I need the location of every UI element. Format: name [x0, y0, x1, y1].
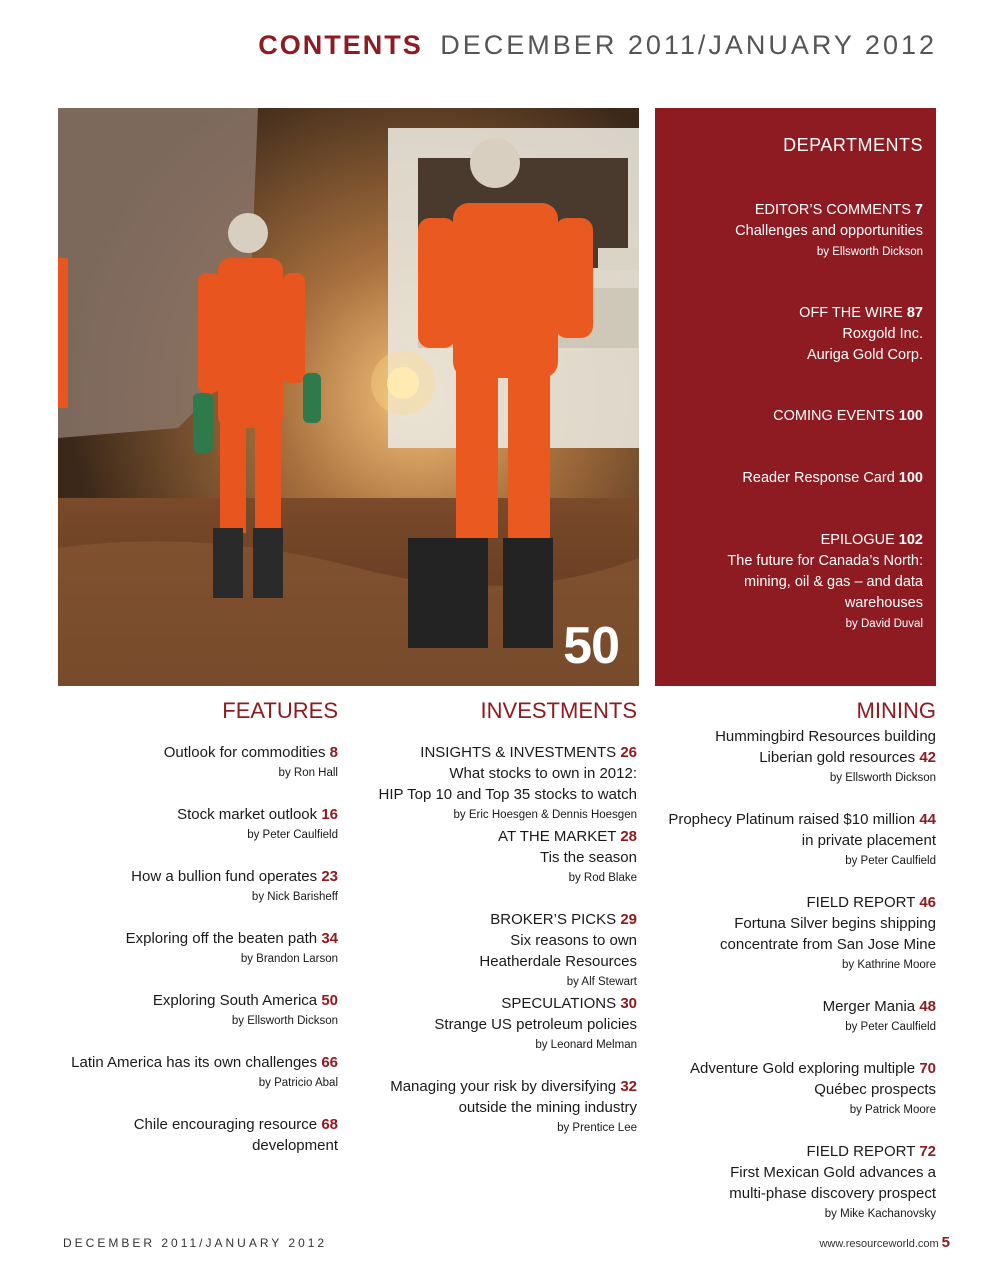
dept-line: Auriga Gold Corp. [806, 347, 923, 363]
mining-byline: by Kathrine Moore [842, 959, 936, 971]
feature-entry[interactable] [48, 1052, 338, 1094]
investment-page: 32 [620, 1078, 637, 1095]
dept-entry-reader-response[interactable] [673, 468, 923, 489]
feature-byline: by Ron Hall [278, 767, 338, 779]
feature-title-line2: development [252, 1137, 338, 1154]
footer-url[interactable]: www.resourceworld.com [819, 1238, 939, 1250]
dept-line: Challenges and opportunities [735, 223, 923, 239]
mining-line: Hummingbird Resources building [715, 728, 936, 745]
investment-kicker: AT THE MARKET [498, 828, 617, 845]
mining-page: 44 [919, 811, 936, 828]
investment-kicker: INSIGHTS & INVESTMENTS [420, 744, 617, 761]
mining-page: 72 [919, 1143, 936, 1160]
miners-illustration [58, 108, 639, 686]
feature-byline: by Patricio Abal [258, 1077, 338, 1089]
mining-byline: by Patrick Moore [849, 1104, 936, 1116]
feature-byline: by Ellsworth Dickson [231, 1015, 338, 1027]
dept-line: The future for Canada’s North: [727, 553, 923, 569]
dept-line: warehouses [844, 595, 923, 611]
investment-line: Strange US petroleum policies [434, 1016, 637, 1033]
feature-title: Latin America has its own challenges [71, 1054, 318, 1071]
feature-title: Chile encouraging resource [133, 1116, 318, 1133]
feature-page: 68 [321, 1116, 338, 1133]
dept-entry-coming-events[interactable] [673, 406, 923, 427]
dept-page: 87 [906, 305, 923, 321]
feature-photo[interactable] [58, 108, 639, 686]
investment-byline: by Alf Stewart [566, 976, 637, 988]
dept-page: 100 [898, 470, 923, 486]
mining-byline: by Peter Caulfield [845, 1021, 936, 1033]
mining-line: First Mexican Gold advances a [730, 1164, 936, 1181]
investment-entry[interactable] [347, 909, 637, 993]
mining-line: Fortuna Silver begins shipping [734, 915, 936, 932]
feature-byline: by Peter Caulfield [247, 829, 338, 841]
feature-page: 50 [321, 992, 338, 1009]
features-heading: FEATURES [222, 698, 338, 723]
mining-entry[interactable] [636, 809, 936, 872]
mining-line: in private placement [801, 832, 936, 849]
feature-title: Outlook for commodities [163, 744, 326, 761]
investment-entry[interactable] [347, 826, 637, 889]
dept-kicker: EDITOR’S COMMENTS [754, 202, 911, 218]
feature-entry[interactable] [48, 866, 338, 908]
feature-entry[interactable] [48, 742, 338, 784]
investment-entry[interactable] [347, 993, 637, 1056]
dept-entry-off-the-wire[interactable] [673, 303, 923, 366]
mining-line: concentrate from San Jose Mine [720, 936, 936, 953]
investment-page: 28 [620, 828, 637, 845]
departments-heading: DEPARTMENTS [783, 135, 923, 155]
investment-kicker: SPECULATIONS [501, 995, 617, 1012]
contents-title: CONTENTS [258, 30, 423, 60]
footer-page-number: 5 [941, 1234, 950, 1251]
investment-page: 26 [620, 744, 637, 761]
feature-page: 16 [321, 806, 338, 823]
mining-title: FIELD REPORT [806, 894, 916, 911]
investment-line: outside the mining industry [458, 1099, 637, 1116]
mining-title: Merger Mania [822, 998, 916, 1015]
feature-title: Exploring off the beaten path [125, 930, 318, 947]
feature-page: 8 [329, 744, 338, 761]
mining-heading: MINING [856, 698, 936, 723]
dept-kicker: Reader Response Card [742, 470, 895, 486]
feature-entry[interactable] [48, 804, 338, 846]
feature-byline: by Brandon Larson [240, 953, 338, 965]
investment-byline: by Prentice Lee [557, 1122, 637, 1134]
investment-entry[interactable] [347, 742, 637, 826]
investment-kicker: Managing your risk by diversifying [390, 1078, 617, 1095]
investment-byline: by Rod Blake [568, 872, 637, 884]
mining-page: 42 [919, 749, 936, 766]
mining-title: FIELD REPORT [806, 1143, 916, 1160]
dept-page: 100 [898, 408, 923, 424]
investment-line: HIP Top 10 and Top 35 stocks to watch [378, 786, 637, 803]
mining-line: Québec prospects [814, 1081, 936, 1098]
investment-line: Tis the season [540, 849, 637, 866]
dept-entry-editors-comments[interactable] [673, 200, 923, 263]
features-column [48, 696, 338, 1156]
mining-byline: by Mike Kachanovsky [824, 1208, 936, 1220]
investment-line: What stocks to own in 2012: [449, 765, 637, 782]
feature-title: Stock market outlook [177, 806, 318, 823]
investment-entry[interactable] [347, 1076, 637, 1139]
investment-page: 29 [620, 911, 637, 928]
photo-page-number: 50 [563, 617, 619, 675]
departments-panel [655, 108, 936, 686]
feature-entry[interactable] [48, 1114, 338, 1156]
mining-column [636, 696, 936, 1225]
investment-byline: by Leonard Melman [535, 1039, 637, 1051]
investment-byline: by Eric Hoesgen & Dennis Hoesgen [453, 809, 637, 821]
dept-line: Roxgold Inc. [842, 326, 923, 342]
mining-title: Adventure Gold exploring multiple [690, 1060, 916, 1077]
dept-kicker: OFF THE WIRE [799, 305, 903, 321]
mining-entry[interactable] [636, 892, 936, 976]
investment-line: Six reasons to own [510, 932, 637, 949]
dept-page: 102 [898, 532, 923, 548]
dept-page: 7 [914, 202, 923, 218]
dept-kicker: COMING EVENTS [773, 408, 895, 424]
feature-page: 23 [321, 868, 338, 885]
footer-issue-date: DECEMBER 2011/JANUARY 2012 [63, 1236, 328, 1250]
dept-kicker: EPILOGUE [820, 532, 895, 548]
mining-entry[interactable] [636, 726, 936, 789]
investment-page: 30 [620, 995, 637, 1012]
dept-line: mining, oil & gas – and data [744, 574, 923, 590]
feature-entry[interactable] [48, 990, 338, 1032]
mining-line: multi-phase discovery prospect [729, 1185, 936, 1202]
page-header [258, 30, 937, 61]
dept-byline: by Ellsworth Dickson [816, 246, 923, 258]
mining-page: 48 [919, 998, 936, 1015]
issue-date: DECEMBER 2011/JANUARY 2012 [440, 30, 937, 60]
feature-title: How a bullion fund operates [131, 868, 318, 885]
investment-kicker: BROKER’S PICKS [490, 911, 617, 928]
mining-page: 46 [919, 894, 936, 911]
dept-byline: by David Duval [845, 618, 923, 630]
mining-title: Prophecy Platinum raised $10 million [668, 811, 916, 828]
investments-column [347, 696, 637, 1139]
feature-entry[interactable] [48, 928, 338, 970]
feature-title: Exploring South America [152, 992, 318, 1009]
feature-page: 66 [321, 1054, 338, 1071]
mining-entry[interactable] [636, 1141, 936, 1225]
dept-entry-epilogue[interactable] [673, 530, 923, 635]
feature-page: 34 [321, 930, 338, 947]
mining-byline: by Ellsworth Dickson [829, 772, 936, 784]
feature-byline: by Nick Barisheff [251, 891, 338, 903]
mining-title: Liberian gold resources [759, 749, 916, 766]
mining-entry[interactable] [636, 1058, 936, 1121]
investment-line: Heatherdale Resources [479, 953, 637, 970]
mining-byline: by Peter Caulfield [845, 855, 936, 867]
footer-url-page[interactable] [819, 1234, 950, 1251]
investments-heading: INVESTMENTS [480, 698, 637, 723]
mining-page: 70 [919, 1060, 936, 1077]
mining-entry[interactable] [636, 996, 936, 1038]
